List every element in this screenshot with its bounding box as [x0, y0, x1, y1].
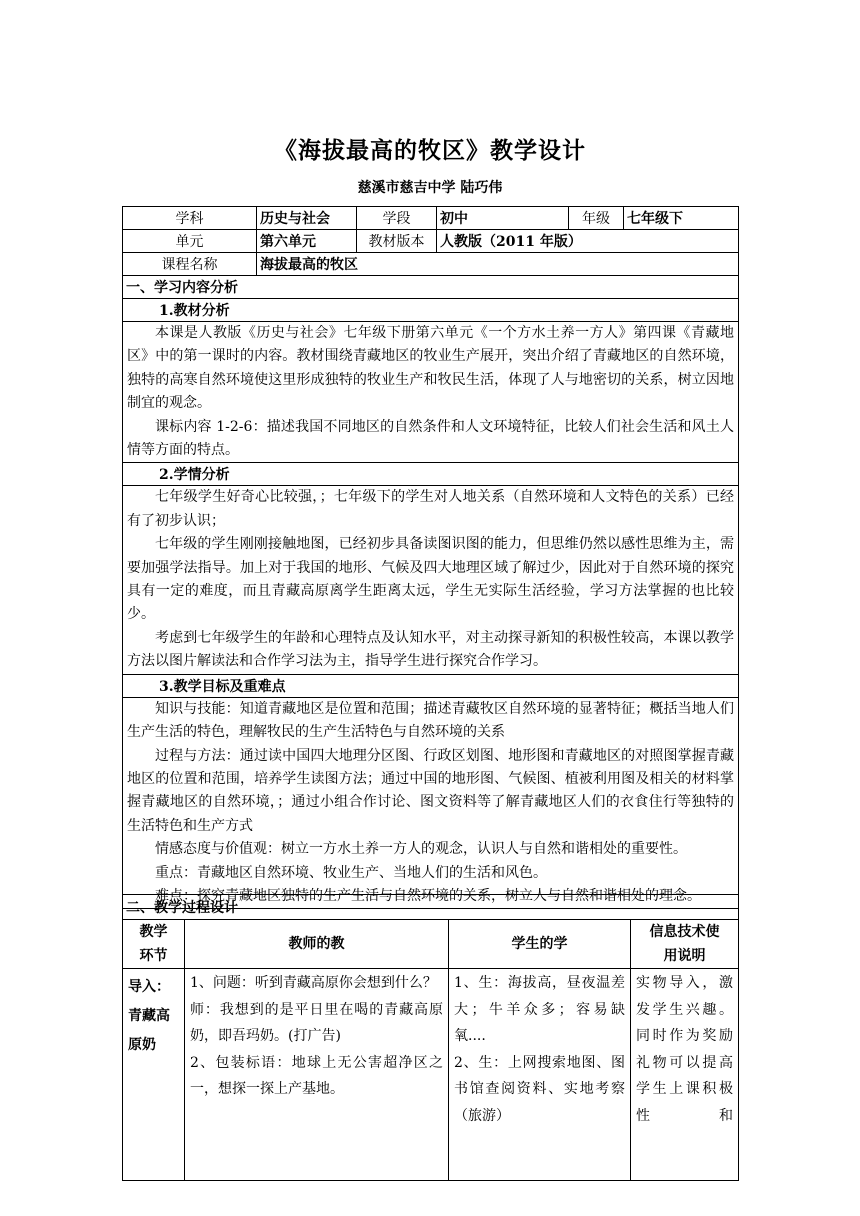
col-header-student [449, 920, 631, 969]
course-value: 海拔最高的牧区 [257, 253, 739, 276]
section-heading-process: 二、教学过程设计 [123, 895, 739, 920]
unit-label: 单元 [123, 230, 257, 253]
subsection-heading-material: 1.教材分析 [123, 299, 739, 322]
col-header-teacher [185, 920, 449, 969]
header-line: 教师的教 [288, 936, 345, 952]
stage-line: 青藏高 [128, 1008, 170, 1024]
edition-label: 教材版本 [357, 230, 437, 253]
subject-label: 学科 [123, 207, 257, 230]
paragraph: 课标内容 1-2-6：描述我国不同地区的自然条件和人文环境特征，比较人们社会生活和风土人情等方面的特点。 [127, 418, 734, 459]
header-line: 环节 [139, 948, 168, 964]
stage-value: 初中 [437, 207, 569, 230]
teacher-step: 1、问题：听到青藏高原你会想到什么？ [190, 975, 437, 991]
teacher-step: 师：我想到的是平日里在喝的青藏高原奶，即吾玛奶。(打广告) [190, 1001, 443, 1044]
header-line: 学生的学 [511, 936, 568, 952]
document-title: 《海拔最高的牧区》教学设计 [274, 137, 586, 164]
student-cell [449, 969, 631, 1181]
subsection-heading-objectives: 3.教学目标及重难点 [123, 674, 739, 697]
paragraph: 本课是人教版《历史与社会》七年级下册第六单元《一个方水土养一方人》第四课《青藏地区》中的第一课时的内容。教材围绕青藏地区的牧业生产展开，突出介绍了青藏地区的自然环境，独特的高寒自然环境使这里形成独特的牧业生产和牧民生活，体现了人与地密切的关系，树立因地制宜的观念。 [127, 325, 734, 412]
stage-cell [123, 969, 185, 1181]
author-line: 慈溪市慈吉中学 陆巧伟 [357, 180, 503, 196]
edition-value: 人教版（2011 年版） [437, 230, 739, 253]
header-line: 用说明 [663, 948, 706, 964]
learner-analysis-body [123, 486, 739, 674]
teacher-cell [185, 969, 449, 1181]
unit-value: 第六单元 [257, 230, 357, 253]
paragraph: 重点：青藏地区自然环境、牧业生产、当地人们的生活和风色。 [155, 864, 547, 881]
header-line: 信息技术使 [649, 924, 720, 940]
grade-value: 七年级下 [624, 207, 739, 230]
teaching-process-table [122, 894, 739, 1181]
paragraph: 考虑到七年级学生的年龄和心理特点及认知水平，对主动探寻新知的积极性较高，本课以教学方法以图片解读法和合作学习法为主，指导学生进行探究合作学习。 [127, 629, 734, 670]
paragraph: 过程与方法：通过读中国四大地理分区图、行政区划图、地形图和青藏地区的对照图掌握青藏地区的位置和范围，培养学生读图方法；通过中国的地形图、气候图、植被利用图及相关的材料掌握青藏地区的自然环境，；通过小组合作讨论、图文资料等了解青藏地区人们的衣食住行等独特的生活特色和生产方式 [127, 747, 734, 834]
student-step: 1、生：海拔高，昼夜温差大；牛羊众多；容易缺氧.... [454, 975, 625, 1044]
stage-line: 导入： [128, 979, 170, 995]
paragraph: 情感态度与价值观：树立一方水土养一方人的观念，认识人与自然和谐相处的重要性。 [155, 841, 687, 858]
section-heading-content-analysis: 一、学习内容分析 [123, 276, 739, 299]
lesson-info-table [122, 206, 739, 909]
course-label: 课程名称 [123, 253, 257, 276]
paragraph: 七年级学生好奇心比较强，；七年级下的学生对人地关系（自然环境和人文特色的关系）已经有了初步认识； [127, 489, 734, 529]
col-header-tech [631, 920, 739, 969]
grade-label: 年级 [569, 207, 624, 230]
subject-value: 历史与社会 [257, 207, 357, 230]
stage-line: 原奶 [128, 1037, 156, 1053]
col-header-stage [123, 920, 185, 969]
paragraph: 难点：探究青藏地区独特的生产生活与自然环境的关系，树立人与自然和谐相处的理念。 [155, 887, 701, 904]
paragraph: 知识与技能：知道青藏地区是位置和范围；描述青藏牧区自然环境的显著特征；概括当地人们生产生活的特色，理解牧民的生产生活特色与自然环境的关系 [127, 700, 734, 741]
table-row [123, 969, 739, 1181]
tech-cell: 实物导入，激发学生兴趣。同时作为奖励礼物可以提高学生上课积极性和 [631, 969, 739, 1181]
student-step: 2、生：上网搜索地图、图书馆查阅资料、实地考察（旅游） [454, 1054, 625, 1124]
objectives-body [123, 697, 739, 909]
paragraph: 七年级的学生刚刚接触地图，已经初步具备读图识图的能力，但思维仍然以感性思维为主，需要加强学法指导。加上对于我国的地形、气候及四大地理区域了解过少，因此对于自然环境的探究具有一定的难度，而且青藏高原离学生距离太远，学生无实际生活经验，学习方法掌握的也比较少。 [127, 536, 734, 623]
stage-label: 学段 [357, 207, 437, 230]
material-analysis-body [123, 322, 739, 463]
header-line: 教学 [139, 924, 168, 940]
teacher-step: 2、包装标语：地球上无公害超净区之一，想探一探上产基地。 [190, 1054, 443, 1097]
subsection-heading-learner: 2.学情分析 [123, 463, 739, 486]
